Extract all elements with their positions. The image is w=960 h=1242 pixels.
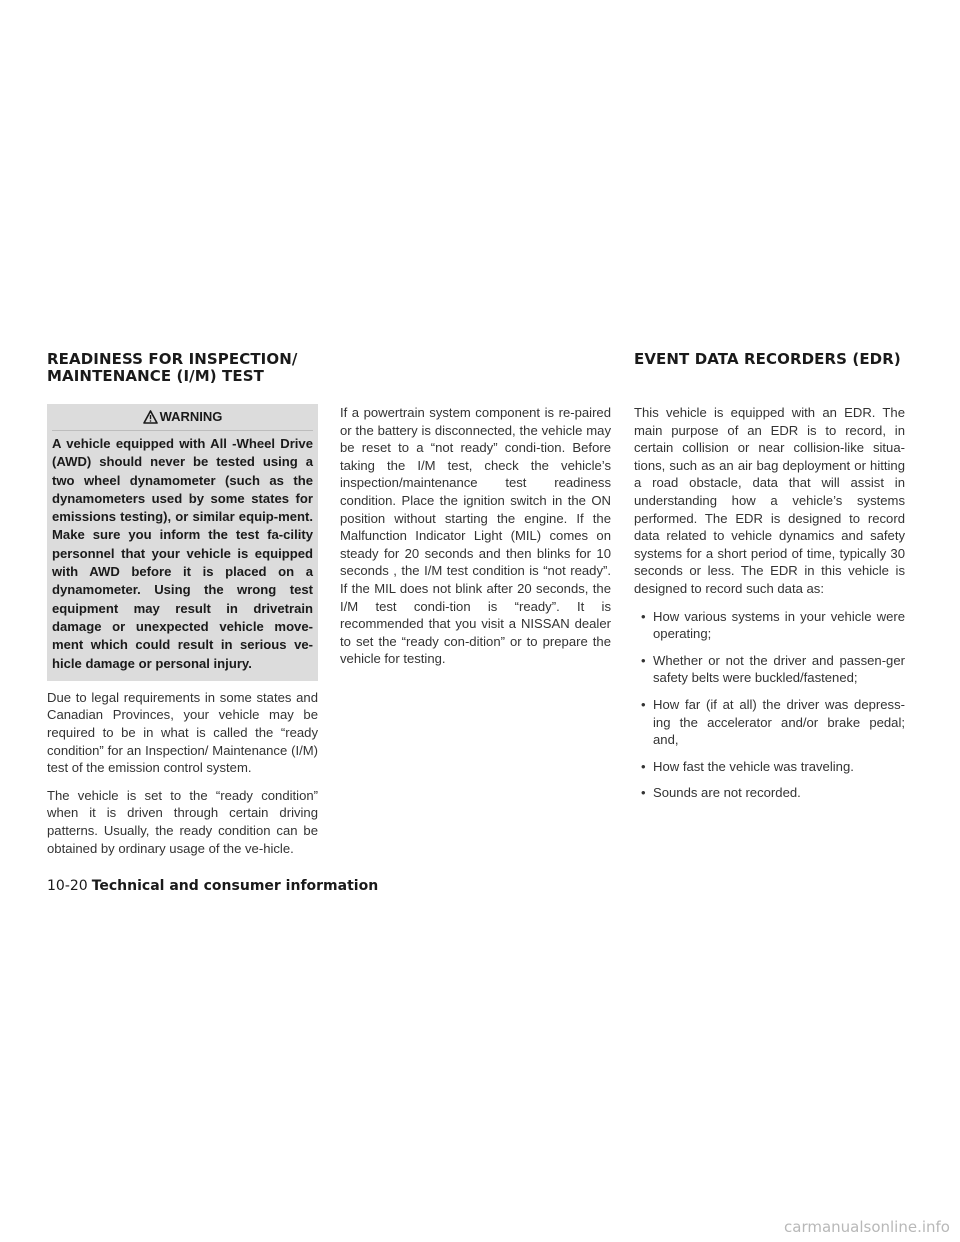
page-number: 10-20: [47, 878, 88, 894]
paragraph-legal-requirements: Due to legal requirements in some states and Canadian Provinces, your vehicle may be required to be in what is called the “ready condition” for an Inspection/ Maintenance (I/M) test of the emission control system.: [47, 689, 318, 776]
warning-box: [47, 404, 318, 681]
warning-triangle-icon: [143, 410, 158, 424]
column-2: [340, 404, 611, 678]
section-title-im-test: [47, 351, 347, 385]
edr-data-list: [634, 608, 905, 802]
list-item: • How fast the vehicle was traveling.: [634, 758, 905, 776]
list-item: • Whether or not the driver and passen-ger safety belts were buckled/fastened;: [634, 652, 905, 687]
column-3: [634, 404, 905, 811]
section-title-edr: EVENT DATA RECORDERS (EDR): [634, 350, 901, 368]
chapter-title: Technical and consumer information: [91, 878, 379, 894]
page-footer: [47, 877, 378, 894]
list-item: • How far (if at all) the driver was depress-ing the accelerator and/or brake pedal; and,: [634, 696, 905, 749]
watermark: carmanualsonline.info: [784, 1218, 950, 1236]
warning-text: A vehicle equipped with All -Wheel Drive (AWD) should never be tested using a two wheel dynamometer (such as the dynamometers used by some states for emissions testing), or similar equip-ment. Make sure you inform the test fa-cility personnel that your vehicle is equipped with AWD before it is placed on a dynamometer. Using the wrong test equipment may result in drivetrain damage or unexpected vehicle move-ment which could result in serious ve-hicle damage or personal injury.: [52, 430, 313, 673]
paragraph-ready-condition: The vehicle is set to the “ready condition” when it is driven through certain driving patterns. Usually, the ready condition can be obtained by ordinary usage of the ve-hicle.: [47, 787, 318, 856]
warning-label: WARNING: [159, 409, 223, 424]
paragraph-edr-intro: This vehicle is equipped with an EDR. The main purpose of an EDR is to record, in certain collision or near collision-like situa-tions, such as an air bag deployment or hitting a road obstacle, data that will assist in understanding how a vehicle’s systems performed. The EDR is designed to record data related to vehicle dynamics and safety systems for a short period of time, typically 30 seconds or less. The EDR in this vehicle is designed to record such data as:: [634, 405, 905, 596]
warning-header: [52, 404, 313, 430]
list-item: • How various systems in your vehicle were operating;: [634, 608, 905, 643]
list-item: • Sounds are not recorded.: [634, 784, 905, 802]
column-1: [47, 404, 318, 867]
paragraph-powertrain-reset: If a powertrain system component is re-paired or the battery is disconnected, the vehicle may be reset to a “not ready” condi-tion. Before taking the I/M test, check the vehicle’s inspection/maintenance test readiness condition. Place the ignition switch in the ON position without starting the engine. If the Malfunction Indicator Light (MIL) comes on steady for 20 seconds and then blinks for 10 seconds , the I/M test condition is “not ready”. If the MIL does not blink after 20 seconds, the I/M test condi-tion is “ready”. It is recommended that you visit a NISSAN dealer to set the “ready con-dition” or to prepare the vehicle for testing.: [340, 405, 611, 667]
section-title-line-2: MAINTENANCE (I/M) TEST: [47, 367, 264, 385]
section-title-line-1: READINESS FOR INSPECTION/: [47, 350, 298, 368]
